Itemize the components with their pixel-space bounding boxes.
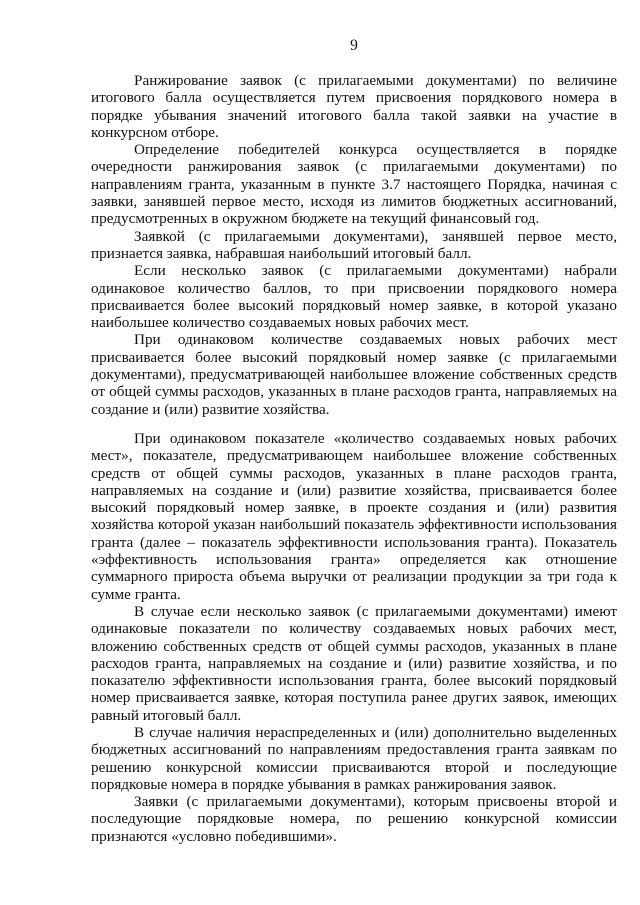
- paragraph-winners-determination: Определение победителей конкурса осуществляется в порядке очередности ранжирования заявок (с прилагаемыми документами) по направлениям гранта, указанным в пункте 3.7 настоящего Порядка, начиная с заявки, занявшей первое место, исходя из лимитов бюджетных ассигнований, предусмотренных в окружном бюджете на текущий финансовый год.: [91, 141, 617, 228]
- paragraph-efficiency-indicator: При одинаковом показателе «количество создаваемых новых рабочих мест», показателе, предусматривающем наибольшее вложение собственных средств от общей суммы расходов, указанных в плане расходов гранта, направляемых на создание и (или) развитие хозяйства, присваивается более высокий порядковый номер заявке, в проекте создания и (или) развития хозяйства которой указан наибольший показатель эффективности использования гранта (далее – показатель эффективности использования гранта). Показатель «эффективность использования гранта» определяется как отношение суммарного прироста объема выручки от реализации продукции за три года к сумме гранта.: [91, 429, 617, 603]
- paragraph-conditional-winners: Заявки (с прилагаемыми документами), которым присвоены второй и последующие порядковые номера, по решению конкурсной комиссии признаются «условно победившими».: [91, 793, 617, 845]
- paragraph-equal-scores: Если несколько заявок (с прилагаемыми документами) набрали одинаковое количество баллов, то при присвоении порядкового номера присваивается более высокий порядковый номер заявке, в которой указано наибольшее количество создаваемых новых рабочих мест.: [91, 262, 617, 332]
- paragraph-ranking: Ранжирование заявок (с прилагаемыми документами) по величине итогового балла осуществляется путем присвоения порядкового номера в порядке убывания значений итогового балла такой заявки на участие в конкурсном отборе.: [91, 72, 617, 141]
- paragraph-equal-indicators: В случае если несколько заявок (с прилагаемыми документами) имеют одинаковые показатели по количеству создаваемых новых рабочих мест, вложению собственных средств от общей суммы расходов, указанных в плане расходов гранта, направляемых на создание и (или) развитие хозяйства, и по показателю эффективности использования гранта, более высокий порядковый номер присваивается заявке, которая поступила ранее других заявок, имеющих равный итоговый балл.: [91, 602, 617, 724]
- paragraph-equal-jobs: При одинаковом количестве создаваемых новых рабочих мест присваивается более высокий порядковый номер заявке (с прилагаемыми документами), предусматривающей наибольшее вложение собственных средств от общей суммы расходов, указанных в плане расходов гранта, направляемых на создание и (или) развитие хозяйства.: [91, 331, 617, 418]
- paragraph-first-place: Заявкой (с прилагаемыми документами), занявшей первое место, признается заявка, набравшая наибольший итоговый балл.: [91, 227, 617, 262]
- paragraph-undistributed-funds: В случае наличия нераспределенных и (или) дополнительно выделенных бюджетных ассигнований по направлениям предоставления гранта заявкам по решению конкурсной комиссии присваиваются второй и последующие порядковые номера в порядке убывания в рамках ранжирования заявок.: [91, 723, 617, 793]
- page-number: 9: [350, 37, 358, 54]
- document-page: [91, 36, 617, 845]
